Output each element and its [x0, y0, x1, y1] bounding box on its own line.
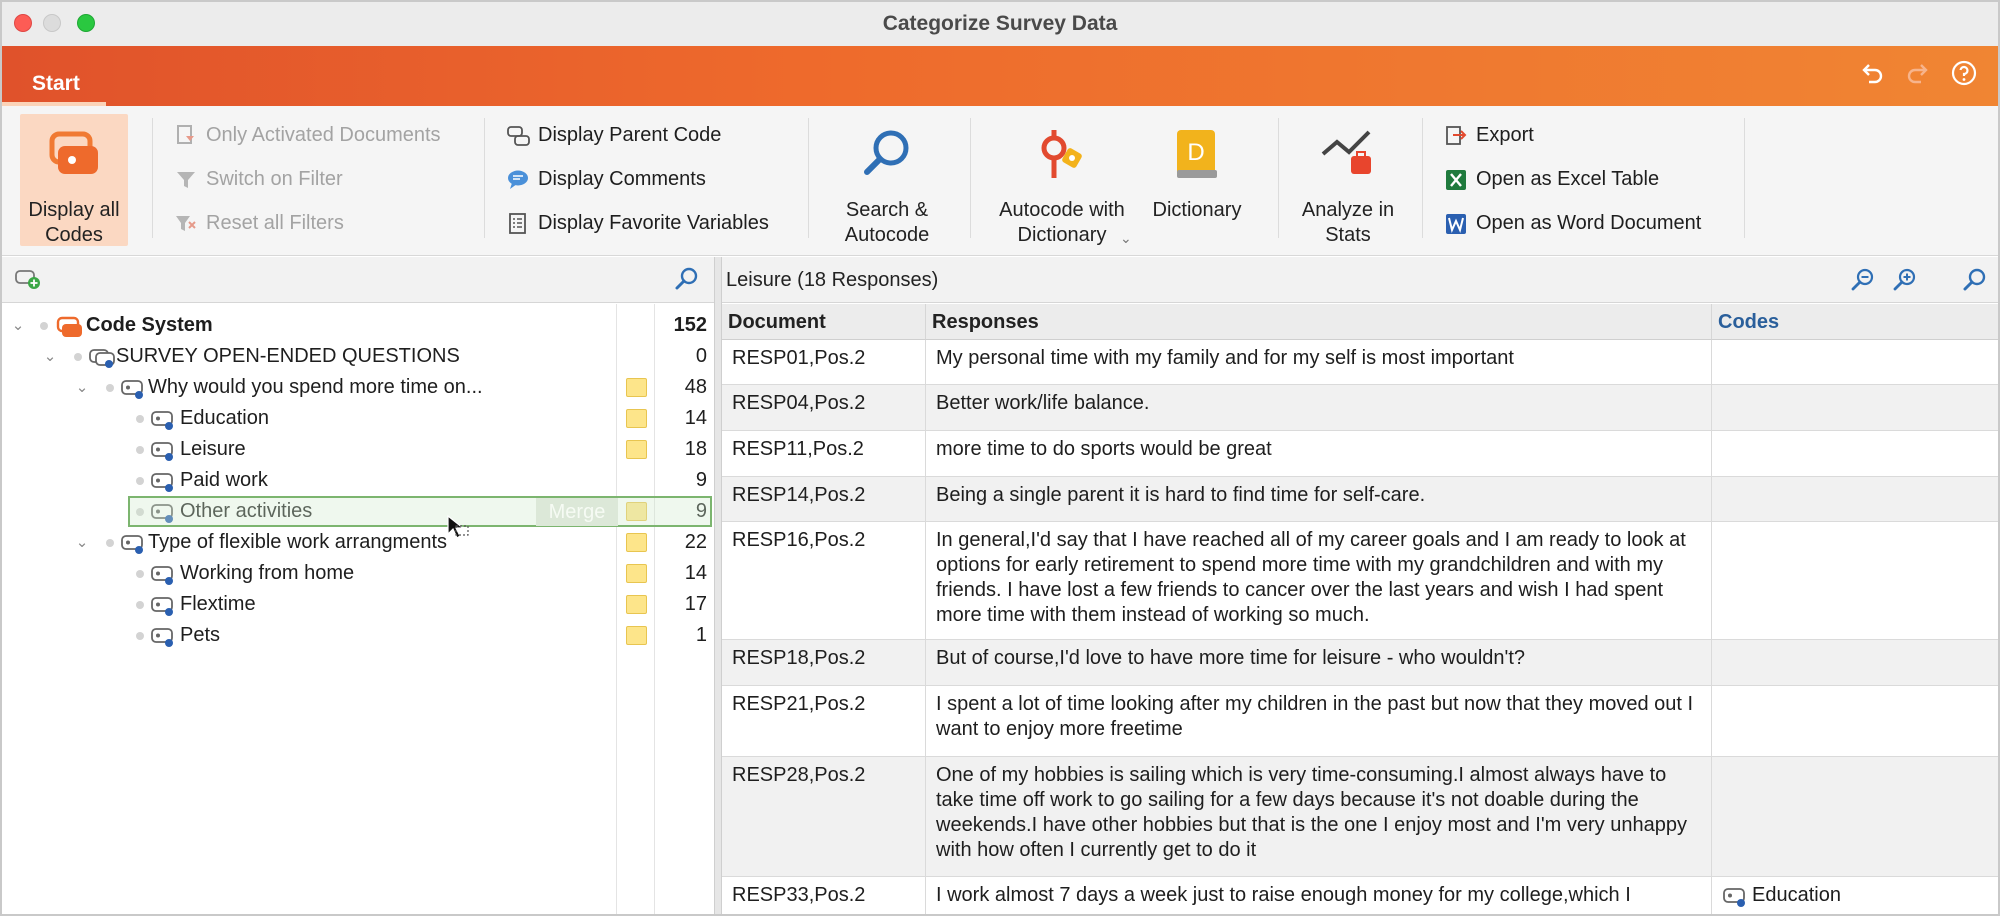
code-system-toolbar [2, 257, 714, 303]
tree-row-question-1[interactable] [2, 372, 714, 403]
stats-chart-icon [1319, 128, 1377, 180]
bullet [136, 446, 144, 454]
help-icon[interactable] [1950, 60, 1978, 88]
response-cell: In general,I'd say that I have reached all of my career goals and I am ready to look at options for early retirement to spend more time with my grandchildren and with my friends. I have lost a few friends to cancer over the last years and wish I had spent more time with them instead of working so much. [926, 522, 1712, 639]
open-excel-button[interactable] [1444, 164, 1659, 194]
tree-row-working-from-home[interactable] [2, 558, 714, 589]
code-icon [150, 595, 176, 617]
codes-cell [1712, 431, 2000, 476]
response-cell: Better work/life balance. [926, 385, 1712, 430]
document-cell: RESP04,Pos.2 [722, 385, 926, 430]
autocode-dictionary-label-2: Dictionary [1017, 224, 1107, 246]
bullet [136, 632, 144, 640]
document-cell: RESP14,Pos.2 [722, 477, 926, 521]
code-chip[interactable] [1722, 884, 1841, 906]
dictionary-label: Dictionary [1152, 199, 1242, 221]
export-icon [1444, 124, 1468, 148]
code-chip-label: Education [1752, 884, 1841, 906]
search-icon[interactable] [674, 266, 700, 297]
table-row[interactable] [722, 686, 2000, 757]
tree-count: 14 [684, 562, 707, 584]
analyze-stats-label-2: Stats [1325, 224, 1371, 246]
redo-icon[interactable] [1904, 60, 1932, 88]
tree-count: 0 [695, 345, 707, 367]
word-icon [1444, 212, 1468, 236]
response-cell: I work almost 7 days a week just to raise enough money for my college,which I [926, 877, 1712, 916]
tree-label: Other activities [180, 500, 313, 522]
code-icon [150, 409, 176, 431]
memo-icon[interactable] [626, 378, 647, 397]
ribbon-toolbar [2, 106, 1998, 256]
search-autocode-label-2: Autocode [844, 224, 930, 246]
drop-target-outline [128, 496, 712, 527]
tree-count: 48 [684, 376, 707, 398]
tree-count: 152 [673, 314, 707, 336]
display-comments-button[interactable] [506, 164, 706, 194]
magnifier-icon [861, 128, 913, 180]
new-code-icon[interactable] [14, 267, 42, 296]
filter-icon [174, 168, 198, 192]
tree-label: Education [180, 407, 269, 429]
display-parent-code-button[interactable] [506, 120, 721, 150]
reset-all-filters-button[interactable] [174, 208, 344, 238]
search-icon[interactable] [1962, 267, 1988, 293]
export-label: Export [1476, 124, 1534, 146]
reset-filter-icon [174, 212, 198, 236]
column-divider [616, 304, 617, 916]
memo-icon[interactable] [626, 409, 647, 428]
separator [484, 118, 485, 238]
tree-label: Flextime [180, 593, 256, 615]
separator [1422, 118, 1423, 238]
codes-cell [1712, 757, 2000, 876]
tree-count: 9 [695, 469, 707, 491]
code-icon [150, 564, 176, 586]
tree-count: 22 [684, 531, 707, 553]
document-cell: RESP28,Pos.2 [722, 757, 926, 876]
document-cell: RESP11,Pos.2 [722, 431, 926, 476]
tree-count: 1 [695, 624, 707, 646]
comment-icon [506, 168, 530, 192]
code-system-tree [2, 304, 714, 916]
chevron-down-icon[interactable]: ⌄ [11, 317, 25, 334]
memo-icon[interactable] [626, 440, 647, 459]
table-row[interactable] [722, 877, 2000, 916]
response-cell: My personal time with my family and for my self is most important [926, 340, 1712, 384]
export-button[interactable] [1444, 120, 1534, 150]
codes-cell [1712, 340, 2000, 384]
bullet [74, 353, 82, 361]
svg-text:D: D [1187, 139, 1205, 166]
response-cell: But of course,I'd love to have more time for leisure - who wouldn't? [926, 640, 1712, 685]
tree-label: Why would you spend more time on... [148, 376, 483, 398]
merge-hint: Merge [536, 498, 618, 526]
dictionary-button[interactable] [1142, 114, 1252, 246]
code-system-icon [46, 128, 102, 180]
memo-icon[interactable] [626, 595, 647, 614]
code-group-icon [88, 347, 116, 369]
codes-cell [1712, 686, 2000, 756]
code-icon [120, 533, 146, 555]
tree-label: Type of flexible work arrangments [148, 531, 448, 553]
search-autocode-label-1: Search & [845, 199, 929, 221]
tree-row-leisure[interactable] [2, 434, 714, 465]
tree-count: 17 [684, 593, 707, 615]
open-excel-label: Open as Excel Table [1476, 168, 1660, 190]
tree-row-code-system[interactable] [2, 310, 714, 341]
tree-row-pets[interactable] [2, 620, 714, 651]
tree-row-flextime[interactable] [2, 589, 714, 620]
separator [808, 118, 809, 238]
table-row[interactable] [722, 477, 2000, 522]
excel-icon [1444, 168, 1468, 192]
bullet [106, 539, 114, 547]
document-cell: RESP33,Pos.2 [722, 877, 926, 916]
zoom-out-icon[interactable] [1850, 267, 1876, 293]
bullet [136, 477, 144, 485]
memo-icon[interactable] [626, 626, 647, 645]
pane-splitter[interactable] [714, 257, 722, 916]
tree-label: SURVEY OPEN-ENDED QUESTIONS [116, 345, 460, 367]
display-parent-code-label: Display Parent Code [538, 124, 722, 146]
autocode-dictionary-icon [1032, 128, 1092, 182]
table-row[interactable] [722, 431, 2000, 477]
undo-icon[interactable] [1858, 60, 1886, 88]
drag-cursor-icon [446, 514, 470, 542]
window-title: Categorize Survey Data [882, 12, 1118, 35]
analyze-in-stats-button[interactable] [1292, 114, 1404, 246]
column-header-codes[interactable]: Codes [1712, 304, 2000, 340]
switch-on-filter-label: Switch on Filter [206, 168, 343, 190]
display-favorite-variables-button[interactable] [506, 208, 769, 238]
table-row[interactable] [722, 385, 2000, 431]
tree-count: 9 [695, 500, 707, 522]
codes-cell [1712, 477, 2000, 521]
chevron-down-icon[interactable]: ⌄ [75, 534, 89, 551]
tab-start-label: Start [32, 72, 80, 95]
code-system-icon [56, 316, 84, 338]
tree-count: 18 [684, 438, 707, 460]
separator [1744, 118, 1745, 238]
tree-label: Leisure [180, 438, 246, 460]
display-all-codes-button[interactable] [20, 114, 128, 246]
separator [970, 118, 971, 238]
tree-label: Code System [86, 314, 213, 336]
memo-icon[interactable] [626, 533, 647, 552]
bullet [40, 322, 48, 330]
variables-list-icon [506, 212, 530, 236]
table-row[interactable] [722, 757, 2000, 877]
table-row[interactable] [722, 640, 2000, 686]
tree-count: 14 [684, 407, 707, 429]
code-icon [150, 440, 176, 462]
document-cell: RESP16,Pos.2 [722, 522, 926, 639]
response-cell: more time to do sports would be great [926, 431, 1712, 476]
tree-label: Pets [180, 624, 221, 646]
codes-cell [1712, 522, 2000, 639]
tree-label: Paid work [180, 469, 268, 491]
display-all-codes-label: Display all Codes [28, 199, 120, 246]
codes-cell [1712, 385, 2000, 430]
open-word-button[interactable] [1444, 208, 1701, 238]
tree-row-education[interactable] [2, 403, 714, 434]
zoom-in-icon[interactable] [1892, 267, 1918, 293]
display-favorite-variables-label: Display Favorite Variables [538, 212, 769, 234]
reset-all-filters-label: Reset all Filters [206, 212, 344, 234]
dictionary-book-icon [1174, 128, 1220, 182]
code-icon [120, 378, 146, 400]
tree-row-paid-work[interactable] [2, 465, 714, 496]
bullet [136, 601, 144, 609]
tab-start[interactable] [2, 60, 106, 106]
codes-cell [1712, 877, 2000, 916]
chevron-down-icon[interactable]: ⌄ [75, 379, 89, 396]
autocode-with-dictionary-button[interactable] [986, 114, 1138, 246]
codes-cell [1712, 640, 2000, 685]
tree-label: Working from home [180, 562, 355, 584]
open-word-label: Open as Word Document [1476, 212, 1702, 234]
autocode-dictionary-label-1: Autocode with [999, 199, 1125, 221]
analyze-stats-label-1: Analyze in [1301, 199, 1395, 221]
only-activated-documents-button[interactable] [174, 120, 441, 150]
document-cell: RESP01,Pos.2 [722, 340, 926, 384]
title-bar [2, 2, 1998, 46]
responses-header [722, 257, 2000, 303]
chevron-down-icon[interactable]: ⌄ [43, 348, 57, 365]
code-icon [150, 626, 176, 648]
table-row[interactable] [722, 522, 2000, 640]
ribbon-tab-bar [2, 46, 1998, 106]
memo-icon[interactable] [626, 564, 647, 583]
response-cell: Being a single parent it is hard to find time for self-care. [926, 477, 1712, 521]
document-cell: RESP18,Pos.2 [722, 640, 926, 685]
column-header-responses[interactable]: Responses [926, 304, 1712, 340]
switch-on-filter-button[interactable] [174, 164, 343, 194]
parent-code-icon [506, 124, 532, 148]
column-header-document[interactable]: Document [722, 304, 926, 340]
response-cell: One of my hobbies is sailing which is very time-consuming.I almost always have to take time off work to go sailing for a few days because it's not doable during the weekends.I have other hobbies but that is the one I enjoy most and I'm very unhappy with how often I currently get to do it [926, 757, 1712, 876]
tree-row-question-2[interactable] [2, 527, 714, 558]
document-cell: RESP21,Pos.2 [722, 686, 926, 756]
separator [1278, 118, 1279, 238]
bullet [136, 415, 144, 423]
code-icon [150, 471, 176, 493]
tree-row-survey-questions[interactable] [2, 341, 714, 372]
separator [152, 118, 153, 238]
document-filter-icon [174, 124, 198, 148]
code-icon [1722, 886, 1748, 908]
search-autocode-button[interactable] [822, 114, 952, 246]
table-row[interactable] [722, 340, 2000, 385]
only-activated-documents-label: Only Activated Documents [206, 124, 441, 146]
display-comments-label: Display Comments [538, 168, 706, 190]
response-cell: I spent a lot of time looking after my children in the past but now that they moved out I want to enjoy more freetime [926, 686, 1712, 756]
responses-title: Leisure (18 Responses) [726, 269, 939, 291]
bullet [106, 384, 114, 392]
bullet [136, 570, 144, 578]
chevron-down-icon[interactable]: ⌄ [1120, 230, 1132, 246]
column-divider [654, 304, 655, 916]
